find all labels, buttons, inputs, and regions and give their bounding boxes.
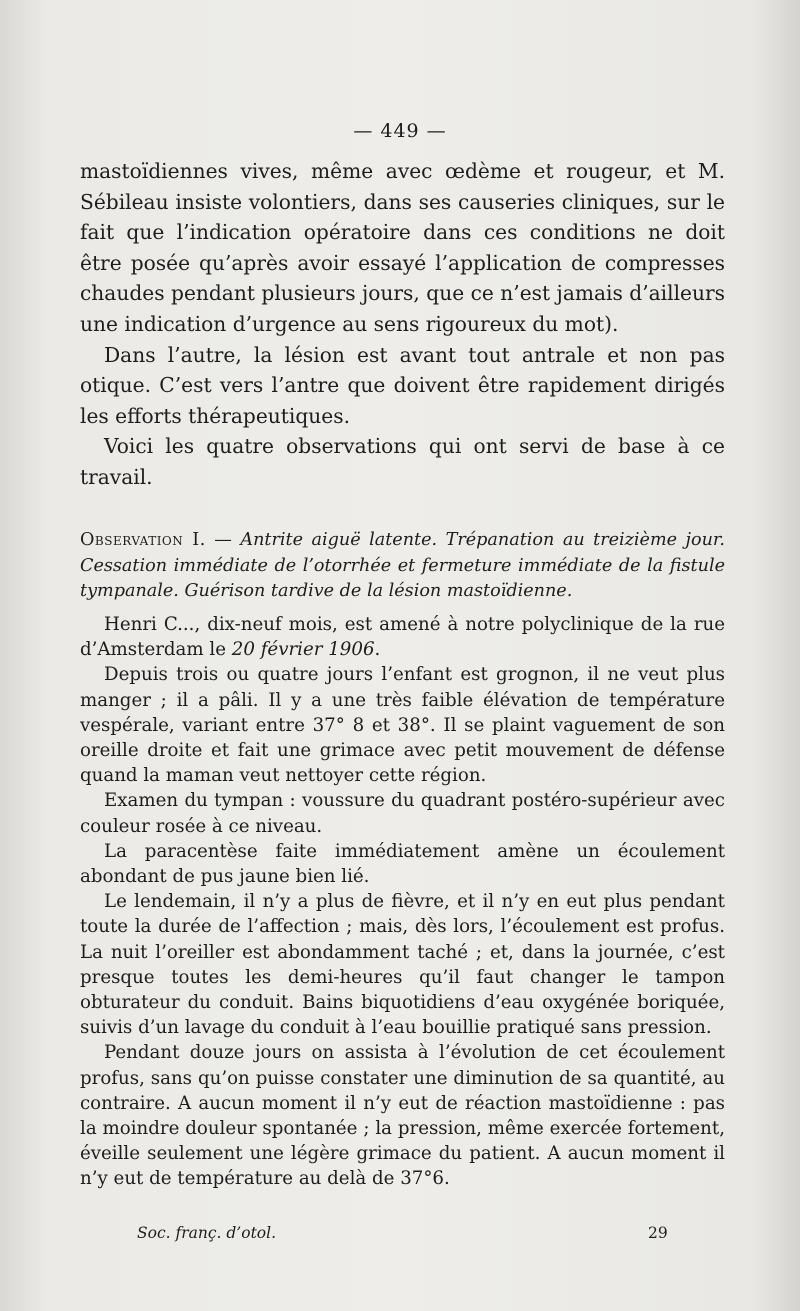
case-intro-end: . <box>374 639 381 661</box>
paragraph-symptoms: Depuis trois ou quatre jours l’enfant est grognon, il ne veut plus manger ; il a pâli. Il y a une très faible élévation de température vespérale, variant entre 37° 8 et 38°. Il se plaint vaguement de son oreille droite et fait une grimace avec petit mouvement de défense quand la maman veut nettoyer cette région. <box>80 664 725 787</box>
case-text-block <box>80 612 725 1192</box>
paragraph-douze-jours: Pendant douze jours on assista à l’évolution de cet écoulement profus, sans qu’on puisse constater une diminution de sa quantité, au contraire. A aucun moment il n’y eut de réaction mastoïdienne : pas la moindre douleur spontanée ; la pression, même exercée fortement, éveille seulement une légère grimace du patient. A aucun moment il n’y eut de température au delà de 37°6. <box>80 1042 725 1190</box>
footer-journal: Soc. franç. d’otol. <box>137 1224 277 1242</box>
paragraph-observations-intro: Voici les quatre observations qui ont servi de base à ce travail. <box>80 434 725 489</box>
observation-dash: — <box>205 530 241 550</box>
case-intro-text: Henri C..., dix-neuf mois, est amené à notre polyclinique de la rue d’Amsterdam le <box>80 614 725 661</box>
observation-title: Antrite aiguë latente. Trépanation au treizième jour. Cessation immédiate de l’otorrhée et fermeture immédiate de la fistule tympanale. Guérison tardive de la lésion mastoïdienne. <box>80 530 726 601</box>
observation-heading <box>80 528 725 605</box>
paragraph-continuation: mastoïdiennes vives, même avec œdème et rougeur, et M. Sébileau insiste volontiers, dans ses causeries cliniques, sur le fait que l’indication opératoire dans ces conditions ne doit être posée qu’après avoir essayé l’application de compresses chaudes pendant plusieurs jours, que ce n’est jamais d’ailleurs une indication d’urgence au sens rigoureux du mot). <box>80 159 725 336</box>
paragraph-lendemain: Le lendemain, il n’y a plus de fièvre, et il n’y en eut plus pendant toute la durée de l’affection ; mais, dès lors, l’écoulement est profus. La nuit l’oreiller est abondamment taché ; et, dans la journée, c’est presque toutes les demi-heures qu’il faut changer le tampon obturateur du conduit. Bains biquotidiens d’eau oxygénée boriquée, suivis d’un lavage du conduit à l’eau bouillie pratiqué sans pression. <box>80 891 725 1039</box>
footer-signature-number: 29 <box>648 1224 668 1242</box>
case-date: 20 février 1906 <box>231 639 375 661</box>
paragraph-paracentese: La paracentèse faite immédiatement amène un écoulement abondant de pus jaune bien lié. <box>80 840 725 888</box>
page-footer <box>0 1224 800 1248</box>
paragraph-case-intro <box>80 612 725 662</box>
paragraph-antrale: Dans l’autre, la lésion est avant tout antrale et non pas otique. C’est vers l’antre que doivent être rapidement dirigés les efforts thérapeutiques. <box>80 342 725 428</box>
paragraph-tympan-exam: Examen du tympan : voussure du quadrant postéro-supérieur avec couleur rosée à ce niveau. <box>80 790 725 837</box>
top-text-block <box>80 156 725 493</box>
observation-label: Observation I. <box>80 530 206 550</box>
page-number: — 449 — <box>353 120 447 142</box>
